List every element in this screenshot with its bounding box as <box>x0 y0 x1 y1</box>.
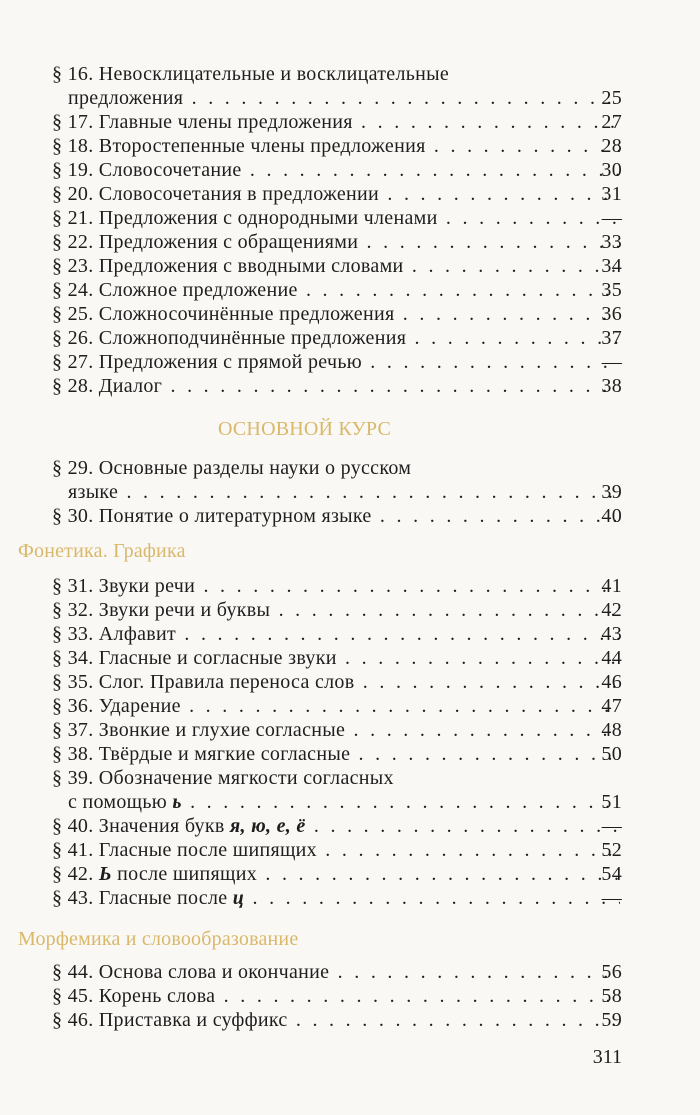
toc-entry-title <box>52 1008 620 1032</box>
toc-entry-text: § 39. Обозначение мягкости согласных <box>52 767 394 789</box>
toc-entry-title <box>52 694 620 718</box>
toc-entry-text-tail: после шипящих <box>111 863 258 885</box>
toc-entry-title <box>52 670 620 694</box>
toc-entry-page: 30 <box>601 159 622 181</box>
toc-entry-title <box>52 110 620 134</box>
toc-entry-page: 34 <box>601 255 622 277</box>
toc-entry-text: § 21. Предложения с однородными членами <box>52 207 438 229</box>
toc-entry-text: § 26. Сложноподчинённые предложения <box>52 327 407 349</box>
toc-entry-title <box>52 574 620 598</box>
toc-entry-title <box>52 622 620 646</box>
toc-entry-letter-emphasis: ц <box>232 887 245 909</box>
toc-entry-text: § 31. Звуки речи <box>52 575 196 597</box>
toc-entry-title <box>52 350 620 374</box>
toc-entry-title <box>52 984 620 1008</box>
toc-entry-title-continued <box>68 790 620 814</box>
toc-entry-title <box>52 504 620 528</box>
toc-entry-page: 35 <box>601 279 622 301</box>
toc-entry-text: § 28. Диалог <box>52 375 163 397</box>
toc-entry-page: 36 <box>601 303 622 325</box>
toc-entry-text: § 30. Понятие о литературном языке <box>52 505 372 527</box>
toc-entry-title <box>52 886 620 910</box>
toc-entry-text: § 29. Основные разделы науки о русском <box>52 457 412 479</box>
toc-entry-text: § 34. Гласные и согласные звуки <box>52 647 337 669</box>
toc-entry-text: § 23. Предложения с вводными словами <box>52 255 404 277</box>
toc-entry-page: 50 <box>601 743 622 765</box>
toc-entry-text: § 27. Предложения с прямой речью <box>52 351 362 373</box>
toc-entry-title <box>52 862 620 886</box>
toc-entry-page: — <box>601 351 622 373</box>
toc-entry-page: 38 <box>601 375 622 397</box>
toc-entry-page: — <box>601 207 622 229</box>
toc-entry-text: § 22. Предложения с обращениями <box>52 231 359 253</box>
toc-entry-text: § 45. Корень слова <box>52 985 216 1007</box>
toc-entry-title <box>52 134 620 158</box>
toc-entry-page: 59 <box>601 1009 622 1031</box>
toc-entry-page: 39 <box>601 481 622 503</box>
toc-entry-text: § 36. Ударение <box>52 695 181 717</box>
toc-entry-text: § 35. Слог. Правила переноса слов <box>52 671 355 693</box>
toc-entry-title <box>52 838 620 862</box>
toc-entry-page: 51 <box>601 791 622 813</box>
toc-entry-text: предложения <box>68 87 184 109</box>
toc-entry-text: § 43. Гласные после <box>52 887 233 909</box>
toc-entry-page: — <box>601 887 622 909</box>
page-number: 311 <box>592 1046 622 1068</box>
toc-entry-page: 33 <box>601 231 622 253</box>
toc-entry-title <box>52 456 620 480</box>
toc-entry-page: 37 <box>601 327 622 349</box>
toc-entry-text: § 40. Значения букв <box>52 815 230 837</box>
toc-entry-title <box>52 960 620 984</box>
toc-entry-text: § 25. Сложносочинённые предложения <box>52 303 395 325</box>
toc-entry-page: 25 <box>601 87 622 109</box>
toc-entry-text: § 41. Гласные после шипящих <box>52 839 317 861</box>
toc-entry-page: 44 <box>601 647 622 669</box>
toc-entry-title <box>52 598 620 622</box>
toc-entry-page: 42 <box>601 599 622 621</box>
toc-entry-title <box>52 374 620 398</box>
toc-entry-title <box>52 302 620 326</box>
toc-entry-page: 27 <box>601 111 622 133</box>
toc-entry-page: 46 <box>601 671 622 693</box>
section-title-phonetics: Фонетика. Графика <box>18 540 186 562</box>
toc-entry-text: § 33. Алфавит <box>52 623 177 645</box>
toc-entry-title <box>52 718 620 742</box>
toc-entry-page: 47 <box>601 695 622 717</box>
toc-entry-text: § 16. Невосклицательные и восклицательные <box>52 63 450 85</box>
toc-entry-title <box>52 814 620 838</box>
toc-entry-letter-emphasis: Ь <box>98 863 112 885</box>
toc-entry-title <box>52 742 620 766</box>
toc-entry-title <box>52 254 620 278</box>
toc-entry-text: § 24. Сложное предложение <box>52 279 298 301</box>
toc-entry-title <box>52 326 620 350</box>
toc-entry-title <box>52 230 620 254</box>
toc-entry-page: — <box>601 815 622 837</box>
toc-entry-letter-emphasis: я, ю, е, ё <box>229 815 306 837</box>
toc-entry-text: § 20. Словосочетания в предложении <box>52 183 380 205</box>
toc-entry-text: § 42. <box>52 863 99 885</box>
toc-entry-title-continued <box>68 480 620 504</box>
toc-entry-text: языке <box>68 481 119 503</box>
toc-entry-title <box>52 158 620 182</box>
toc-entry-title <box>52 646 620 670</box>
toc-entry-title-continued <box>68 86 620 110</box>
toc-entry-page: 28 <box>601 135 622 157</box>
toc-entry-title <box>52 766 620 790</box>
toc-entry-text: с помощью <box>68 791 173 813</box>
toc-entry-text: § 19. Словосочетание <box>52 159 242 181</box>
toc-entry-text: § 32. Звуки речи и буквы <box>52 599 271 621</box>
toc-entry-text: § 38. Твёрдые и мягкие согласные <box>52 743 351 765</box>
toc-entry-text: § 18. Второстепенные члены предложения <box>52 135 426 157</box>
toc-entry-text: § 44. Основа слова и окончание <box>52 961 330 983</box>
toc-entry-page: 43 <box>601 623 622 645</box>
toc-entry-text: § 46. Приставка и суффикс <box>52 1009 288 1031</box>
toc-entry-text: § 37. Звонкие и глухие согласные <box>52 719 346 741</box>
toc-entry-title <box>52 62 620 86</box>
toc-entry-page: 58 <box>601 985 622 1007</box>
toc-entry-title <box>52 278 620 302</box>
section-title-morphemics: Морфемика и словообразование <box>18 928 299 950</box>
section-title-main: ОСНОВНОЙ КУРС <box>218 418 391 440</box>
toc-entry-page: 40 <box>601 505 622 527</box>
toc-entry-title <box>52 206 620 230</box>
toc-entry-letter-emphasis: ь <box>172 791 182 813</box>
toc-entry-page: 54 <box>601 863 622 885</box>
toc-entry-title <box>52 182 620 206</box>
toc-entry-page: 41 <box>601 575 622 597</box>
toc-entry-page: 31 <box>601 183 622 205</box>
toc-entry-page: 52 <box>601 839 622 861</box>
toc-entry-page: 48 <box>601 719 622 741</box>
toc-entry-text: § 17. Главные члены предложения <box>52 111 353 133</box>
toc-entry-page: 56 <box>601 961 622 983</box>
